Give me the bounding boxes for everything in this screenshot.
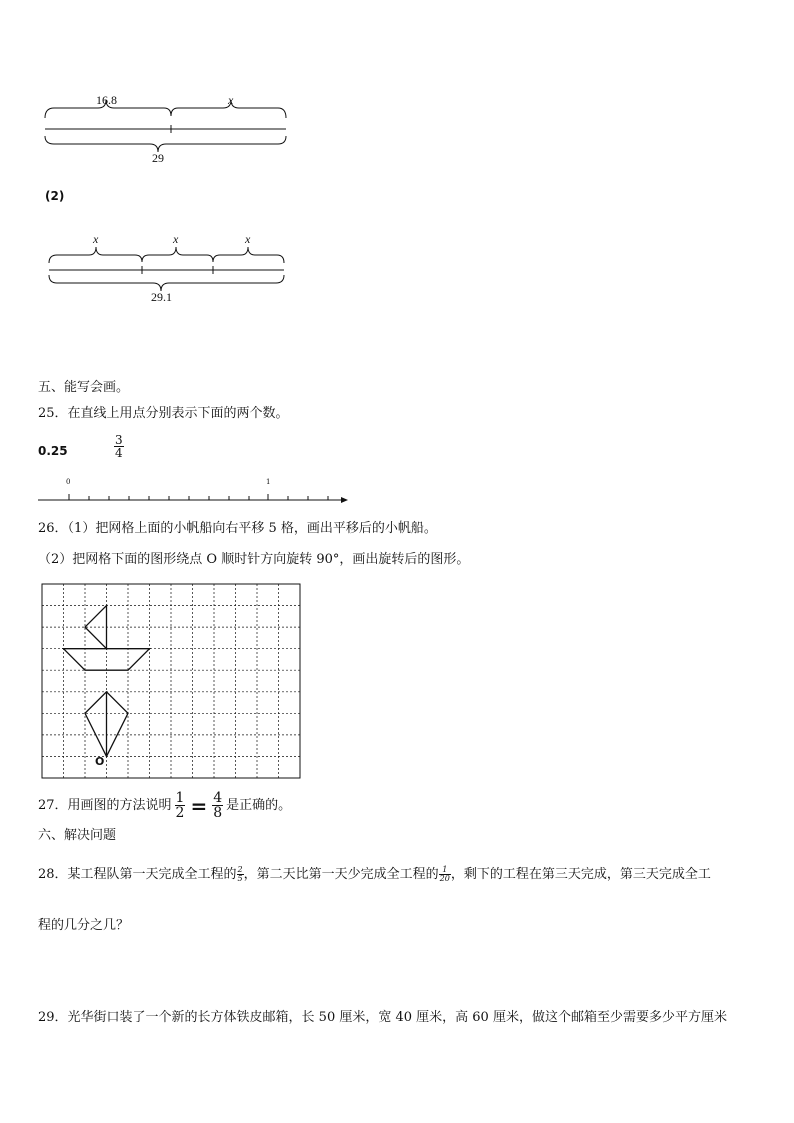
q28-fraction-2-denominator: 20 xyxy=(439,874,450,883)
q25-fraction-numerator: 3 xyxy=(115,433,123,447)
q27-fraction-right xyxy=(212,791,223,820)
question-28-line-1 xyxy=(38,866,711,883)
question-26-part-1: 26．（1）把网格上面的小帆船向右平移 5 格，画出平移后的小帆船。 xyxy=(38,521,437,536)
number-line-tick-0: 0 xyxy=(66,478,71,486)
q27-equals: = xyxy=(190,793,208,818)
section-6-heading: 六、解决问题 xyxy=(38,828,117,843)
q28-fraction-1-denominator: 5 xyxy=(237,874,243,883)
diagram1-top-left-label: 16.8 xyxy=(96,93,117,107)
diagram1-top-right-label: x xyxy=(228,93,234,107)
number-line-drawing xyxy=(36,476,356,510)
q25-decimal-value: 0.25 xyxy=(38,444,68,458)
diagram1-bottom-label: 29 xyxy=(152,151,164,165)
q27-left-numerator: 1 xyxy=(175,790,185,806)
kite-shape xyxy=(85,692,128,757)
q27-left-denominator: 2 xyxy=(175,805,185,821)
segment-diagram-1 xyxy=(40,92,290,168)
section-5-heading: 五、能写会画。 xyxy=(38,380,130,395)
q27-fraction-left xyxy=(175,791,186,820)
number-line xyxy=(36,476,356,510)
question-27 xyxy=(38,791,291,820)
q27-right-denominator: 8 xyxy=(213,805,223,821)
q28-fraction-2-numerator: 1 xyxy=(439,866,451,875)
diagram2-bottom-label: 29.1 xyxy=(151,290,172,304)
question-25-text: 25．在直线上用点分别表示下面的两个数。 xyxy=(38,406,289,421)
diagram2-top-label-2: x xyxy=(173,232,179,246)
drawing-grid xyxy=(40,582,302,780)
q25-fraction-denominator: 4 xyxy=(115,446,123,460)
q28-part-b: ，第二天比第一天少完成全工程的 xyxy=(243,866,439,882)
rotation-point-label: O xyxy=(95,755,105,768)
q28-part-a: 28．某工程队第一天完成全工程的 xyxy=(38,866,237,882)
q28-part-c: ，剩下的工程在第三天完成，第三天完成全工 xyxy=(450,866,711,882)
segment-diagram-1-drawing xyxy=(40,92,290,168)
question-26-part-2: （2）把网格下面的图形绕点 O 顺时针方向旋转 90°，画出旋转后的图形。 xyxy=(38,552,470,567)
drawing-grid-svg xyxy=(40,582,302,780)
q28-fraction-1 xyxy=(237,866,244,883)
q25-fraction-value xyxy=(114,434,124,459)
q27-right-numerator: 4 xyxy=(213,790,223,806)
diagram2-top-label-1: x xyxy=(93,232,99,246)
q27-prefix: 27．用画图的方法说明 xyxy=(38,797,172,813)
question-28-line-2: 程的几分之几？ xyxy=(38,918,130,933)
q27-suffix: 是正确的。 xyxy=(226,797,292,813)
diagram2-top-label-3: x xyxy=(245,232,251,246)
number-line-tick-1: 1 xyxy=(266,478,271,486)
q28-fraction-2 xyxy=(439,866,451,883)
part-2-label: (2) xyxy=(45,189,65,203)
question-29: 29．光华街口装了一个新的长方体铁皮邮箱，长 50 厘米，宽 40 厘米，高 60 厘米，做这个邮箱至少需要多少平方厘米 xyxy=(38,1010,727,1025)
segment-diagram-2 xyxy=(45,232,290,308)
q28-fraction-1-numerator: 2 xyxy=(237,865,243,874)
